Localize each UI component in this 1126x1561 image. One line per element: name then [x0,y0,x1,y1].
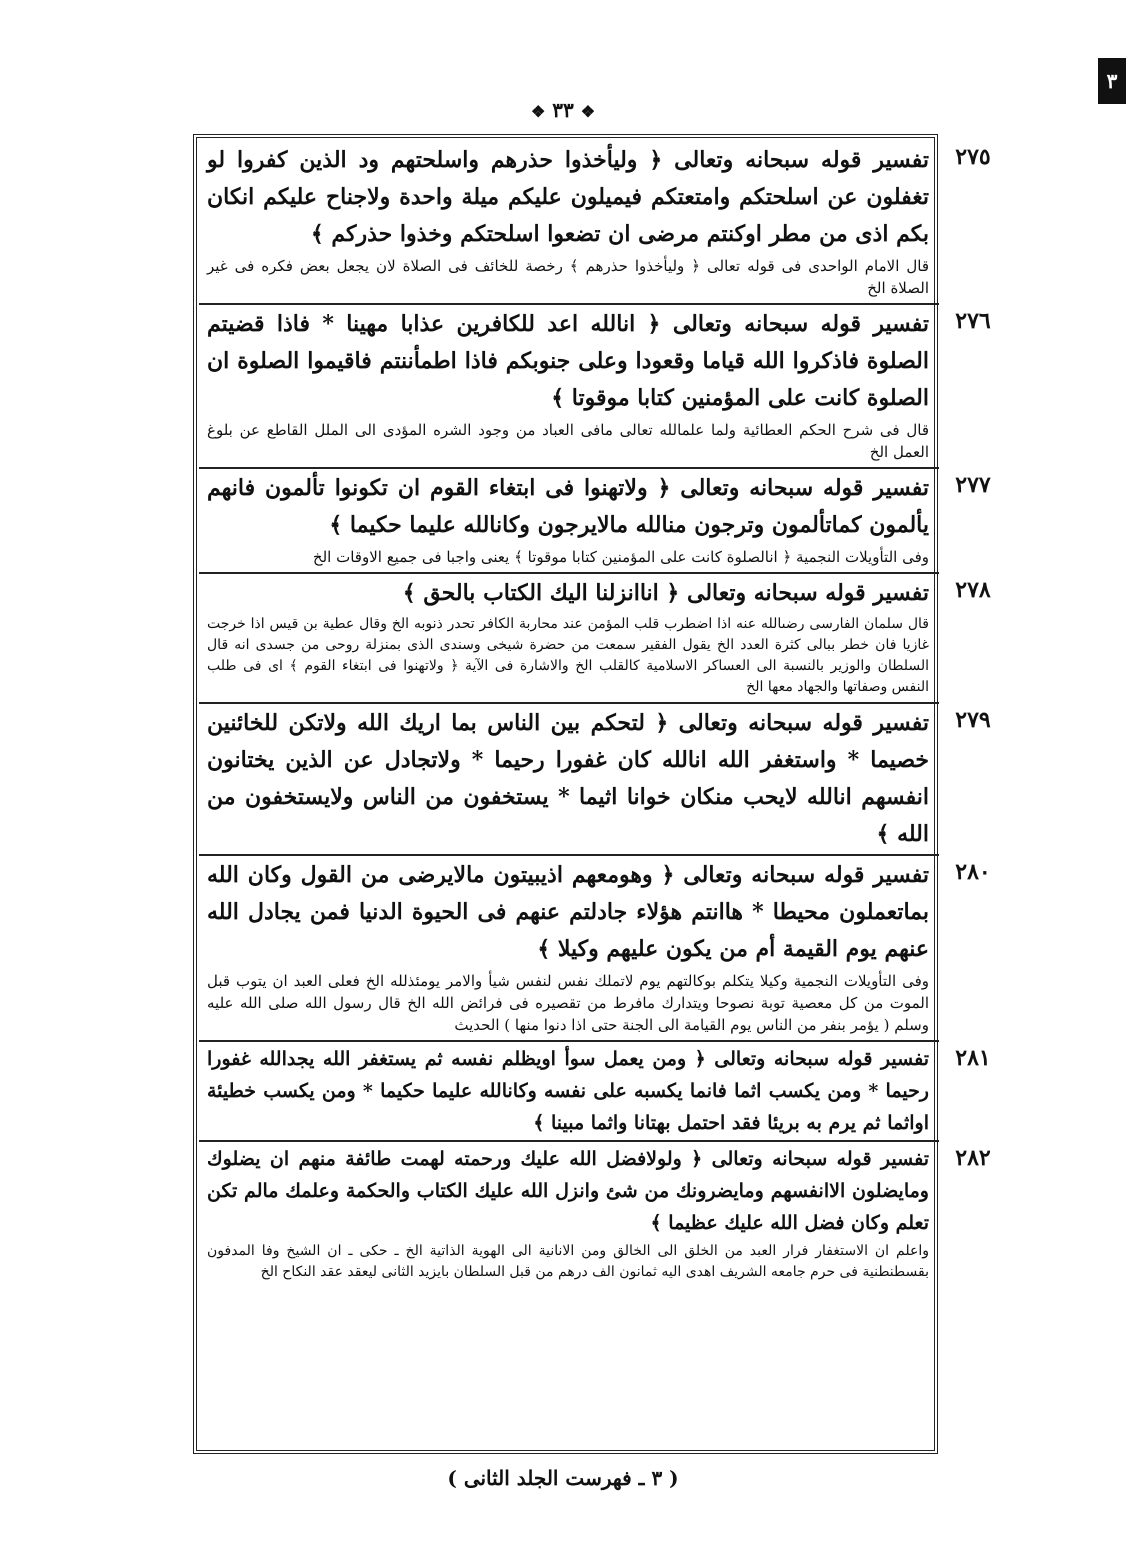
entry-verse: تفسير قوله سبحانه وتعالى ﴿ ولاتهنوا فى ابتغاء القوم ان تكونوا تألمون فانهم يألمون كماتألمون وترجون منالله مالايرجون وكانالله عليما حكيما ﴾ [207,475,929,538]
entry-commentary: قال سلمان الفارسى رضىالله عنه اذا اضطرب قلب المؤمن عند محاربة الكافر تحدر ذنوبه الخ وقال عطية بن قيس اذا خرجت غازيا فان خطر ببالى كثرة العدد الخ يقول الفقير سمعت من حضرة شيخى وسندى الذى بمنزلة روحى من جسدى انه قال السلطان والوزير بالنسبة الى العساكر الاسلامية كالقلب الخ والاشارة فى الآية ﴿ ولاتهنوا فى ابتغاء القوم ﴾ اى فى طلب النفس وصفاتها والجهاد معها الخ [207,616,929,695]
entry-divider [199,467,939,469]
entry-verse: تفسير قوله سبحانه وتعالى ﴿ لتحكم بين الناس بما اريك الله ولاتكن للخائنين خصيما * واستغفر الله انالله كان غفورا رحيما * ولاتجادل عن الذين يختانون انفسهم انالله لايحب منكان خوانا اثيما * يستخفون من الناس ولايستخفون من الله ﴾ [207,710,929,847]
index-entry [203,470,991,568]
entry-verse: تفسير قوله سبحانه وتعالى ﴿ اناانزلنا اليك الكتاب بالحق ﴾ [402,580,929,606]
entry-divider [199,572,939,574]
entry-verse: تفسير قوله سبحانه وتعالى ﴿ وهومعهم اذيبيتون مالايرضى من القول وكان الله بماتعملون محيطا * هاانتم هؤلاء جادلتم عنهم فى الحيوة الدنيا فمن يجادل الله عنهم يوم القيمة أم من يكون عليهم وكيلا ﴾ [207,862,929,962]
entry-commentary: وفى التأويلات النجمية وكيلا يتكلم بوكالتهم يوم لاتملك نفس لنفس شيأ والامر يومئذلله الخ فعلى العبد ان يتوب قبل الموت من كل معصية توبة نصوحا ويتدارك مافرط من تقصيره فى فرائض الله الخ قال رسول الله صلى الله عليه وسلم ( يؤمر بنفر من الناس يوم القيامة الى الجنة حتى اذا دنوا منها ) الحديث [207,972,929,1034]
page-number [0,98,1126,122]
index-entry [203,575,991,698]
index-entry [203,306,991,463]
entry-commentary: قال فى شرح الحكم العطائية ولما علمالله تعالى مافى العباد من وجود الشره المؤدى الى الملل القاطع عن بلوغ العمل الخ [207,421,929,461]
entry-verse: تفسير قوله سبحانه وتعالى ﴿ انالله اعد للكافرين عذابا مهينا * فاذا قضيتم الصلوة فاذكروا الله قياما وقعودا وعلى جنوبكم فاذا اطمأننتم فاقيموا الصلوة ان الصلوة كانت على المؤمنين كتابا موقوتا ﴾ [207,311,929,411]
index-entry [203,142,991,299]
entry-commentary: واعلم ان الاستغفار فرار العبد من الخلق الى الخالق ومن الانانية الى الهوية الذاتية الخ ـ حكى ـ ان الشيخ وفا المدفون بقسطنطنية فى حرم جامعه الشريف اهدى اليه ثمانون الف درهم من قبل السلطان بايزيد الثانى ليعقد عقد النكاح الخ [207,1243,929,1280]
index-entries [203,142,991,1287]
index-entry [203,705,991,853]
index-entry [203,857,991,1036]
entry-verse: تفسير قوله سبحانه وتعالى ﴿ ومن يعمل سوأ اويظلم نفسه ثم يستغفر الله يجدالله غفورا رحيما * ومن يكسب اثما فانما يكسبه على نفسه وكانالله عليما حكيما * ومن يكسب خطيئة اواثما ثم يرم به بريئا فقد احتمل بهتانا واثما مبينا ﴾ [207,1048,929,1134]
entry-number: ٢٧٦ [955,308,991,334]
entry-verse: تفسير قوله سبحانه وتعالى ﴿ وليأخذوا حذرهم واسلحتهم ود الذين كفروا لو تغفلون عن اسلحتكم وامتعتكم فيميلون عليكم ميلة واحدة ولاجناح عليكم انكان بكم اذى من مطر اوكنتم مرضى ان تضعوا اسلحتكم وخذوا حذركم ﴾ [207,147,929,247]
index-entry [203,1043,991,1139]
entry-number: ٢٨٠ [955,859,991,885]
entry-commentary: قال الامام الواحدى فى قوله تعالى ﴿ وليأخذوا حذرهم ﴾ رخصة للخائف فى الصلاة لان يجعل بعض فكره فى غير الصلاة الخ [207,257,929,297]
entry-number: ٢٨٢ [955,1145,991,1171]
entry-verse: تفسير قوله سبحانه وتعالى ﴿ ولولافضل الله عليك ورحمته لهمت طائفة منهم ان يضلوك ومايضلون الاانفسهم ومايضرونك من شئ وانزل الله عليك الكتاب والحكمة وعلمك مالم تكن تعلم وكان فضل الله عليك عظيما ﴾ [207,1148,929,1234]
entry-divider [199,702,939,704]
entry-commentary: وفى التأويلات النجمية ﴿ انالصلوة كانت على المؤمنين كتابا موقوتا ﴾ يعنى واجبا فى جميع الاوقات الخ [312,548,929,566]
entry-number: ٢٧٧ [955,472,991,498]
entry-divider [199,1040,939,1042]
entry-number: ٢٧٥ [955,144,991,170]
page-number-text: ٣٣ [552,98,574,122]
entry-number: ٢٨١ [955,1045,991,1071]
volume-index-footer: ( ٣ ـ فهرست الجلد الثانى ) [447,1466,679,1490]
entry-number: ٢٧٨ [955,577,991,603]
index-entry [203,1143,991,1283]
left-ornament-icon: ❖ [530,102,546,121]
right-ornament-icon: ❖ [580,102,596,121]
entry-number: ٢٧٩ [955,707,991,733]
entry-divider [199,1140,939,1142]
entry-divider [199,303,939,305]
entry-divider [199,854,939,856]
page-tab: ٣ [1098,58,1126,104]
